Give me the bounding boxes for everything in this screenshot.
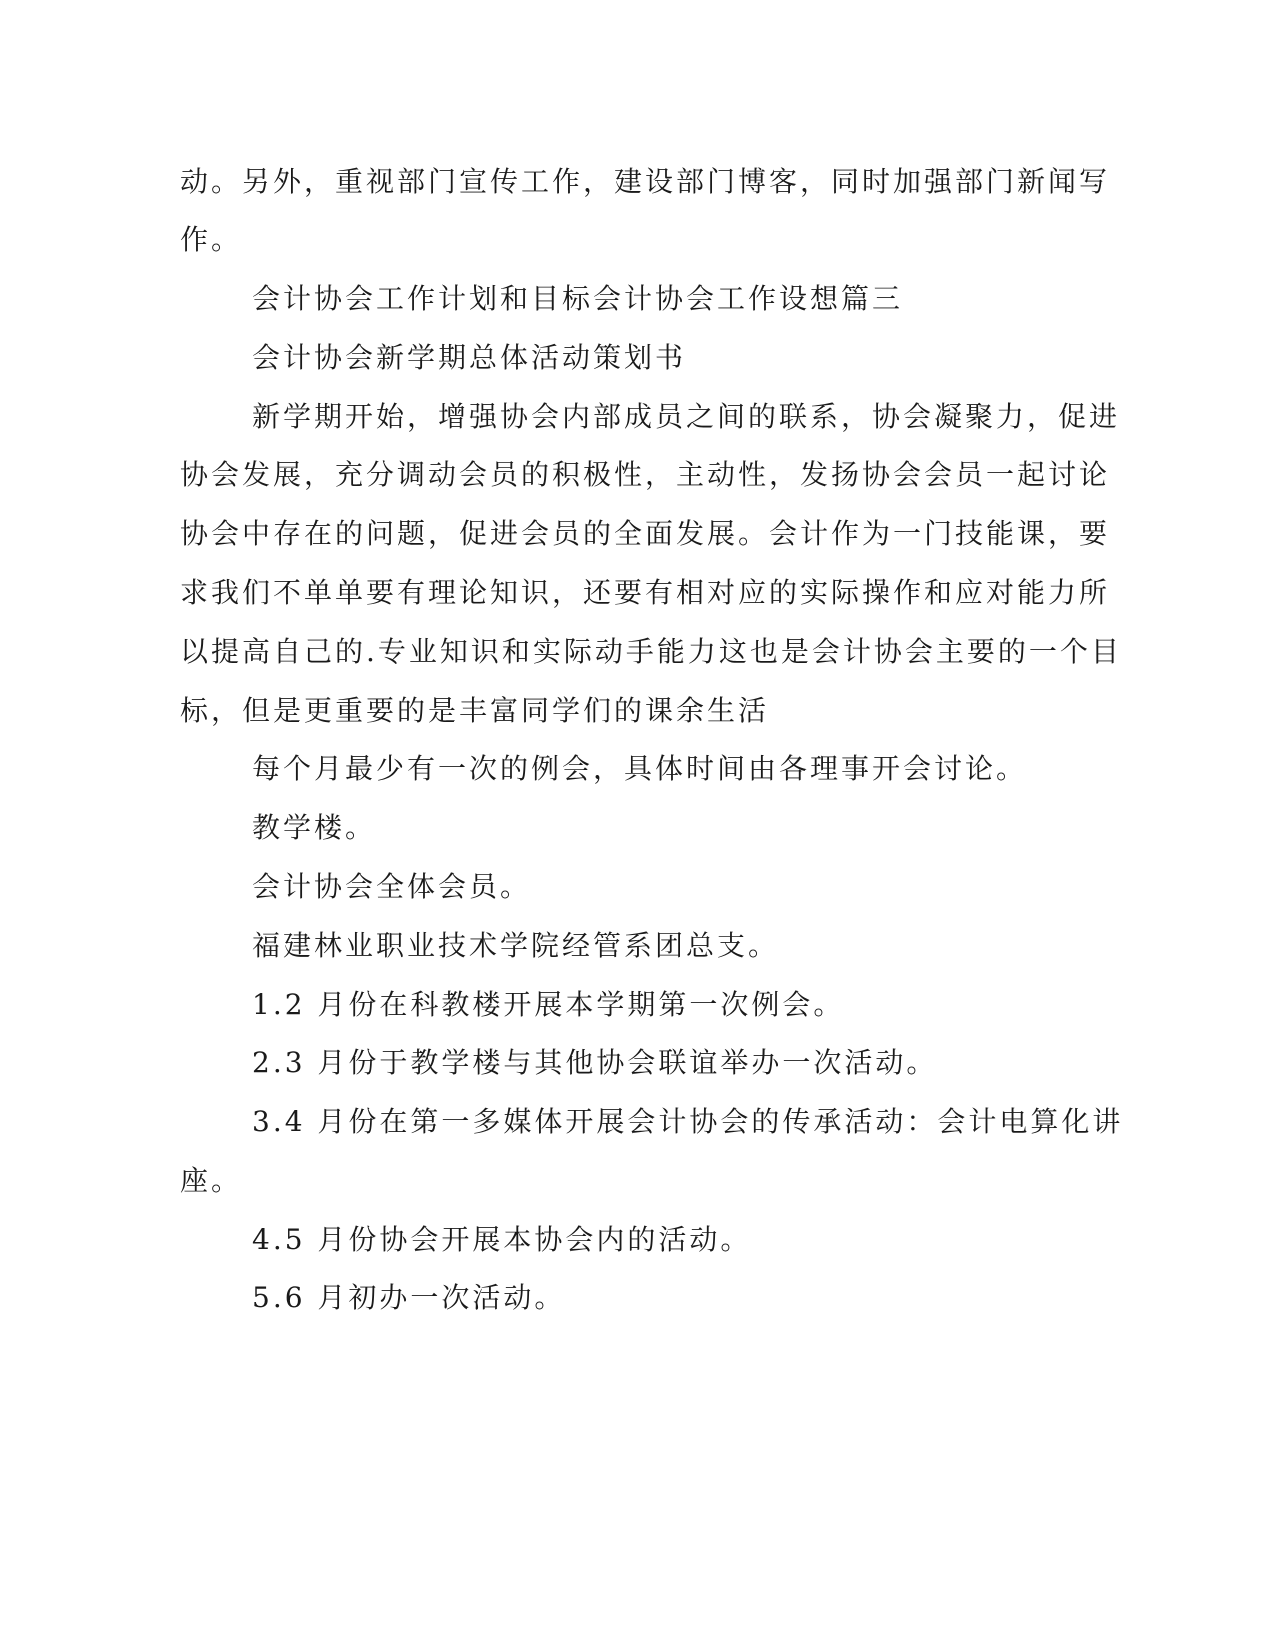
text-line: 福建林业职业技术学院经管系团总支。 xyxy=(252,929,780,962)
text-line: 新学期开始，增强协会内部成员之间的联系，协会凝聚力，促进 xyxy=(252,400,1121,433)
list-item: 3.4 月份在第一多媒体开展会计协会的传承活动：会计电算化讲 xyxy=(252,1105,1124,1138)
text-line: 每个月最少有一次的例会，具体时间由各理事开会讨论。 xyxy=(252,752,1028,785)
text-line: 动。另外，重视部门宣传工作，建设部门博客，同时加强部门新闻写 xyxy=(180,165,1111,198)
text-line: 会计协会全体会员。 xyxy=(252,870,532,903)
text-line: 作。 xyxy=(180,223,243,256)
text-line: 以提高自己的.专业知识和实际动手能力这也是会计协会主要的一个目 xyxy=(180,635,1122,668)
text-line: 标，但是更重要的是丰富同学们的课余生活 xyxy=(180,694,770,727)
list-item: 4.5 月份协会开展本协会内的活动。 xyxy=(252,1223,752,1256)
list-item-continuation: 座。 xyxy=(180,1164,243,1197)
text-line: 求我们不单单要有理论知识，还要有相对应的实际操作和应对能力所 xyxy=(180,576,1111,609)
section-heading: 会计协会工作计划和目标会计协会工作设想篇三 xyxy=(252,282,904,315)
text-line: 教学楼。 xyxy=(252,811,377,844)
list-item: 1.2 月份在科教楼开展本学期第一次例会。 xyxy=(252,988,845,1021)
document-title: 会计协会新学期总体活动策划书 xyxy=(252,341,687,374)
list-item: 5.6 月初办一次活动。 xyxy=(252,1281,566,1314)
text-line: 协会发展，充分调动会员的积极性，主动性，发扬协会会员一起讨论 xyxy=(180,458,1111,491)
list-item: 2.3 月份于教学楼与其他协会联谊举办一次活动。 xyxy=(252,1046,938,1079)
text-line: 协会中存在的问题，促进会员的全面发展。会计作为一门技能课，要 xyxy=(180,517,1111,550)
